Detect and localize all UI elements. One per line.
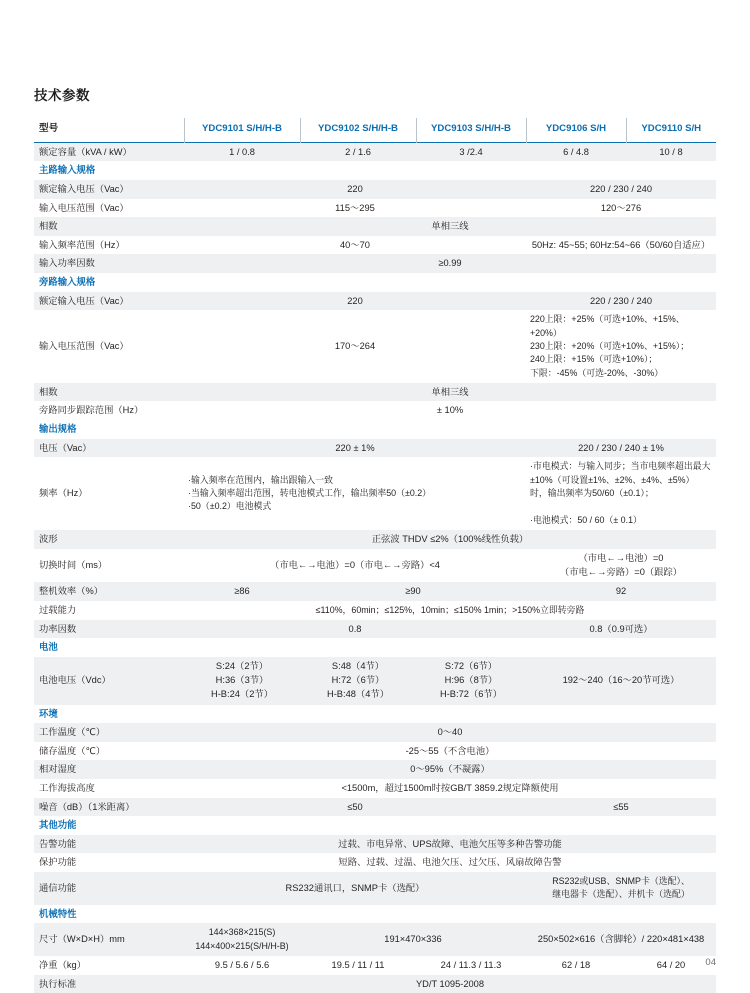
section-header-row — [34, 161, 716, 180]
cell-value: YD/T 1095-2008 — [184, 975, 716, 993]
cell-value: 220 / 230 / 240 — [526, 292, 716, 311]
cell-value: 0.8（0.9可选） — [526, 620, 716, 639]
cell-value: ± 10% — [184, 401, 716, 420]
header-label-model: 型号 — [34, 118, 184, 142]
cell-value: ≤55 — [526, 798, 716, 817]
cell-value: 192～240（16～20节可选） — [526, 657, 716, 705]
header-model-4: YDC9106 S/H — [526, 118, 626, 142]
table-row — [34, 180, 716, 199]
cell-value: RS232通讯口，SNMP卡（选配） — [184, 872, 526, 905]
row-label: 额定容量（kVA / kW） — [34, 142, 184, 161]
cell-value: ·输入频率在范围内，输出跟输入一致 ·当输入频率超出范围，转电池模式工作，输出频率50（±0.2） ·50（±0.2）电池模式 — [184, 457, 526, 530]
table-row — [34, 760, 716, 779]
cell-value: 1 / 0.8 — [184, 142, 300, 161]
row-label: 旁路同步跟踪范围（Hz） — [34, 401, 184, 420]
header-model-5: YDC9110 S/H — [626, 118, 716, 142]
row-label: 输入电压范围（Vac） — [34, 199, 184, 218]
row-label: 储存温度（℃） — [34, 742, 184, 761]
table-row — [34, 142, 716, 161]
row-label: 相数 — [34, 383, 184, 402]
header-model-1: YDC9101 S/H/H-B — [184, 118, 300, 142]
cell-value: 191×470×336 — [300, 923, 526, 956]
table-row — [34, 798, 716, 817]
table-row — [34, 383, 716, 402]
section-title: 旁路输入规格 — [34, 273, 716, 292]
table-row — [34, 601, 716, 620]
section-header-row — [34, 905, 716, 924]
table-row — [34, 310, 716, 383]
cell-value: ≥0.99 — [184, 254, 716, 273]
section-title: 主路输入规格 — [34, 161, 716, 180]
table-row — [34, 457, 716, 530]
cell-value: ·市电模式：与输入同步；当市电频率超出最大±10%（可设置±1%、±2%、±4%、±5%）时，输出频率为50/60（±0.1）； ·电池模式：50 / 60（± 0.1） — [526, 457, 716, 530]
row-label: 输入功率因数 — [34, 254, 184, 273]
cell-value: 0～40 — [184, 723, 716, 742]
cell-value: 144×368×215(S) 144×400×215(S/H/H-B) — [184, 923, 300, 956]
table-row — [34, 254, 716, 273]
row-label: 额定输入电压（Vac） — [34, 180, 184, 199]
table-row — [34, 199, 716, 218]
table-row — [34, 742, 716, 761]
table-row — [34, 923, 716, 956]
cell-value: 正弦波 THDV ≤2%（100%线性负载） — [184, 530, 716, 549]
table-row — [34, 236, 716, 255]
row-label: 电压（Vac） — [34, 439, 184, 458]
section-header-row — [34, 273, 716, 292]
row-label: 输入频率范围（Hz） — [34, 236, 184, 255]
table-row — [34, 835, 716, 854]
row-label: 工作温度（℃） — [34, 723, 184, 742]
cell-value: 250×502×616（含脚轮）/ 220×481×438 — [526, 923, 716, 956]
cell-value: 50Hz: 45~55; 60Hz:54~66（50/60自适应） — [526, 236, 716, 255]
row-label: 整机效率（%） — [34, 582, 184, 601]
cell-value: 2 / 1.6 — [300, 142, 416, 161]
cell-value: 220 — [184, 292, 526, 311]
header-model-2: YDC9102 S/H/H-B — [300, 118, 416, 142]
cell-value: 220 / 230 / 240 ± 1% — [526, 439, 716, 458]
cell-value: 10 / 8 — [626, 142, 716, 161]
cell-value: S:48（4节） H:72（6节） H-B:48（4节） — [300, 657, 416, 705]
cell-value: 115～295 — [184, 199, 526, 218]
cell-value: （市电←→电池）=0（市电←→旁路）<4 — [184, 549, 526, 583]
row-label: 功率因数 — [34, 620, 184, 639]
row-label: 工作海拔高度 — [34, 779, 184, 798]
cell-value: 0～95%（不凝露） — [184, 760, 716, 779]
table-row — [34, 620, 716, 639]
cell-value: 64 / 20 — [626, 956, 716, 975]
cell-value: ≥90 — [300, 582, 526, 601]
section-title: 机械特性 — [34, 905, 716, 924]
table-row — [34, 401, 716, 420]
header-model-3: YDC9103 S/H/H-B — [416, 118, 526, 142]
section-header-row — [34, 816, 716, 835]
section-title: 电池 — [34, 638, 716, 657]
cell-value: ≤50 — [184, 798, 526, 817]
table-row — [34, 292, 716, 311]
cell-value: 3 /2.4 — [416, 142, 526, 161]
cell-value: 120～276 — [526, 199, 716, 218]
cell-value: -25～55（不含电池） — [184, 742, 716, 761]
page-top-rule — [0, 0, 750, 2]
cell-value: 24 / 11.3 / 11.3 — [416, 956, 526, 975]
section-header-row — [34, 420, 716, 439]
table-row — [34, 217, 716, 236]
row-label: 波形 — [34, 530, 184, 549]
row-label: 告警功能 — [34, 835, 184, 854]
cell-value: S:24（2节） H:36（3节） H-B:24（2节） — [184, 657, 300, 705]
table-row — [34, 723, 716, 742]
cell-value: <1500m，超过1500m时按GB/T 3859.2规定降额使用 — [184, 779, 716, 798]
table-row — [34, 956, 716, 975]
row-label: 电池电压（Vdc） — [34, 657, 184, 705]
cell-value: 过载、市电异常、UPS故障、电池欠压等多种告警功能 — [184, 835, 716, 854]
table-row — [34, 582, 716, 601]
row-label: 切换时间（ms） — [34, 549, 184, 583]
table-row — [34, 975, 716, 993]
cell-value: 220 / 230 / 240 — [526, 180, 716, 199]
cell-value: 单相三线 — [184, 217, 716, 236]
table-header-row — [34, 118, 716, 142]
cell-value: （市电←→电池）=0 （市电←→旁路）=0（跟踪） — [526, 549, 716, 583]
cell-value: 220 — [184, 180, 526, 199]
row-label: 通信功能 — [34, 872, 184, 905]
cell-value: 9.5 / 5.6 / 5.6 — [184, 956, 300, 975]
cell-value: 170～264 — [184, 310, 526, 383]
row-label: 相数 — [34, 217, 184, 236]
table-row — [34, 530, 716, 549]
table-row — [34, 779, 716, 798]
row-label: 过载能力 — [34, 601, 184, 620]
section-title: 环境 — [34, 705, 716, 724]
cell-value: 220上限：+25%（可选+10%、+15%、+20%） 230上限：+20%（可选+10%、+15%）； 240上限：+15%（可选+10%）； 下限：-45%（可选-20%、-30%） — [526, 310, 716, 383]
row-label: 净重（kg） — [34, 956, 184, 975]
row-label: 相对湿度 — [34, 760, 184, 779]
row-label: 输入电压范围（Vac） — [34, 310, 184, 383]
page-number: 04 — [705, 957, 716, 968]
cell-value: 19.5 / 11 / 11 — [300, 956, 416, 975]
cell-value: 0.8 — [184, 620, 526, 639]
table-row — [34, 549, 716, 583]
cell-value: S:72（6节） H:96（8节） H-B:72（6节） — [416, 657, 526, 705]
cell-value: 62 / 18 — [526, 956, 626, 975]
cell-value: 40～70 — [184, 236, 526, 255]
section-header-row — [34, 705, 716, 724]
table-row — [34, 872, 716, 905]
specifications-table — [34, 118, 716, 993]
cell-value: 单相三线 — [184, 383, 716, 402]
cell-value: 6 / 4.8 — [526, 142, 626, 161]
section-title: 输出规格 — [34, 420, 716, 439]
section-title: 其他功能 — [34, 816, 716, 835]
row-label: 噪音（dB）（1米距离） — [34, 798, 184, 817]
page-title: 技术参数 — [34, 84, 90, 104]
cell-value: ≤110%，60min；≤125%，10min；≤150% 1min；>150%立即转旁路 — [184, 601, 716, 620]
cell-value: 220 ± 1% — [184, 439, 526, 458]
row-label: 尺寸（W×D×H）mm — [34, 923, 184, 956]
row-label: 执行标准 — [34, 975, 184, 993]
row-label: 保护功能 — [34, 853, 184, 872]
cell-value: ≥86 — [184, 582, 300, 601]
section-header-row — [34, 638, 716, 657]
cell-value: 92 — [526, 582, 716, 601]
table-row — [34, 853, 716, 872]
row-label: 频率（Hz） — [34, 457, 184, 530]
cell-value: RS232或USB、SNMP卡（选配）、 继电器卡（选配）、并机卡（选配） — [526, 872, 716, 905]
table-row — [34, 439, 716, 458]
table-row — [34, 657, 716, 705]
row-label: 额定输入电压（Vac） — [34, 292, 184, 311]
cell-value: 短路、过载、过温、电池欠压、过欠压、风扇故障告警 — [184, 853, 716, 872]
